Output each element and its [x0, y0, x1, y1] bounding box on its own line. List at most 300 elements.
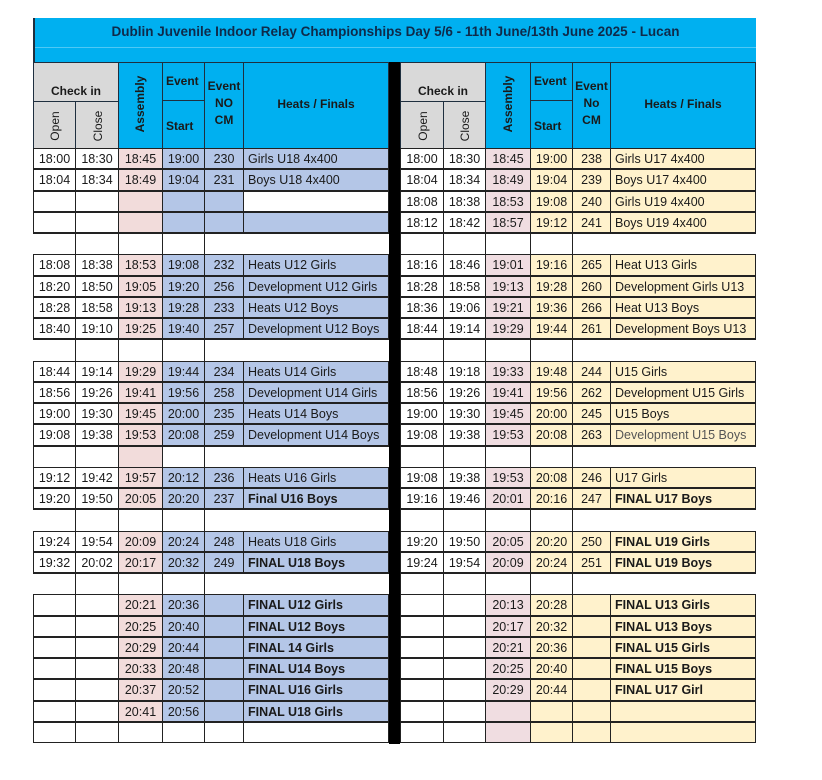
gap-cell	[485, 509, 531, 530]
open-time: 18:36	[400, 297, 444, 318]
event-number: 238	[572, 148, 611, 169]
gap-cell	[400, 233, 444, 254]
gap-cell	[610, 233, 756, 254]
gap-cell	[443, 446, 486, 467]
assembly-time: 20:25	[485, 658, 531, 679]
close-time: 18:42	[443, 212, 486, 233]
open-time: 18:44	[400, 318, 444, 339]
open-time: 19:08	[33, 424, 76, 445]
heats-finals-label: Heats / Finals	[644, 97, 722, 111]
gap-cell	[530, 233, 573, 254]
gap-cell	[485, 339, 531, 360]
event-name: Heat U13 Boys	[610, 297, 756, 318]
close-time	[443, 658, 486, 679]
gap-cell	[118, 339, 163, 360]
assembly-time: 19:53	[118, 424, 163, 445]
check-in-header	[33, 62, 119, 102]
gap-cell	[400, 446, 444, 467]
close-time	[75, 658, 119, 679]
event-name: Girls U18 4x400	[243, 148, 389, 169]
event-number: 241	[572, 212, 611, 233]
event-no-label-3: CM	[582, 113, 601, 127]
check-in-label: Check in	[417, 84, 468, 98]
close-time: 19:26	[443, 382, 486, 403]
event-name: FINAL 14 Girls	[243, 637, 389, 658]
gap-cell	[162, 509, 205, 530]
gap-cell	[204, 339, 244, 360]
event-name: Development U14 Boys	[243, 424, 389, 445]
start-time: 20:08	[162, 424, 205, 445]
open-time: 19:24	[400, 552, 444, 573]
gap-cell	[610, 339, 756, 360]
open-time: 19:20	[400, 531, 444, 552]
gap-cell	[118, 573, 163, 594]
assembly-time: 20:29	[118, 637, 163, 658]
open-time	[33, 658, 76, 679]
assembly-time: 19:57	[118, 467, 163, 488]
assembly-time: 20:33	[118, 658, 163, 679]
start-time: 19:12	[530, 212, 573, 233]
close-time	[443, 637, 486, 658]
event-name: Development Boys U13	[610, 318, 756, 339]
event-name: U15 Girls	[610, 361, 756, 382]
event-name: FINAL U18 Girls	[243, 701, 389, 722]
start-time: 19:00	[162, 148, 205, 169]
event-name: FINAL U13 Boys	[610, 616, 756, 637]
start-header	[530, 100, 573, 149]
event-name: FINAL U19 Boys	[610, 552, 756, 573]
gap-cell	[162, 573, 205, 594]
assembly-time: 19:45	[118, 403, 163, 424]
event-number	[204, 594, 244, 615]
open-time	[400, 658, 444, 679]
open-time: 19:24	[33, 531, 76, 552]
assembly-time: 20:17	[118, 552, 163, 573]
event-name: FINAL U12 Girls	[243, 594, 389, 615]
event-number	[572, 679, 611, 700]
gap-cell	[572, 573, 611, 594]
gap-cell	[243, 233, 389, 254]
event-no-label-1: Event	[575, 79, 608, 93]
gap-cell	[243, 446, 389, 467]
gap-cell	[33, 446, 76, 467]
start-time: 20:20	[162, 488, 205, 509]
assembly-time: 19:29	[118, 361, 163, 382]
gap-cell	[572, 233, 611, 254]
start-time: 20:40	[162, 616, 205, 637]
start-time: 20:32	[530, 616, 573, 637]
event-no-label-2: No	[583, 96, 600, 110]
event-number: 247	[572, 488, 611, 509]
assembly-time: 18:49	[485, 169, 531, 190]
event-label: Event	[534, 74, 567, 88]
gap-cell	[530, 339, 573, 360]
event-name: Heats U12 Boys	[243, 297, 389, 318]
gap-cell	[485, 446, 531, 467]
assembly-time: 19:53	[485, 467, 531, 488]
start-label: Start	[534, 119, 562, 133]
start-time: 20:52	[162, 679, 205, 700]
start-time: 20:56	[162, 701, 205, 722]
event-name: Heats U18 Girls	[243, 531, 389, 552]
close-time: 19:54	[443, 552, 486, 573]
start-time: 19:36	[530, 297, 573, 318]
gap-cell	[204, 573, 244, 594]
start-time: 19:44	[162, 361, 205, 382]
close-time: 19:30	[443, 403, 486, 424]
check-in-header	[400, 62, 486, 102]
open-time: 18:20	[33, 276, 76, 297]
open-time: 18:04	[400, 169, 444, 190]
close-time	[75, 701, 119, 722]
event-no-label-1: Event	[207, 79, 241, 93]
assembly-time: 19:05	[118, 276, 163, 297]
assembly-time: 19:21	[485, 297, 531, 318]
assembly-time: 20:21	[485, 637, 531, 658]
open-time: 19:12	[33, 467, 76, 488]
event-number: 260	[572, 276, 611, 297]
start-time	[162, 212, 205, 233]
start-time: 20:40	[530, 658, 573, 679]
table-divider	[389, 62, 400, 744]
close-time: 19:10	[75, 318, 119, 339]
open-time	[400, 616, 444, 637]
close-time: 19:14	[443, 318, 486, 339]
open-time: 18:08	[400, 191, 444, 212]
start-time: 20:12	[162, 467, 205, 488]
assembly-time: 20:09	[118, 531, 163, 552]
open-time: 18:28	[33, 297, 76, 318]
assembly-time: 20:01	[485, 488, 531, 509]
start-time: 19:04	[530, 169, 573, 190]
event-name: Girls U19 4x400	[610, 191, 756, 212]
close-time	[75, 212, 119, 233]
event-number: 235	[204, 403, 244, 424]
event-number: 231	[204, 169, 244, 190]
event-name: U17 Girls	[610, 467, 756, 488]
event-name	[243, 191, 389, 212]
open-time: 18:00	[33, 148, 76, 169]
gap-cell	[443, 573, 486, 594]
event-name: FINAL U12 Boys	[243, 616, 389, 637]
event-name	[610, 722, 756, 743]
assembly-time: 18:53	[485, 191, 531, 212]
open-time	[33, 637, 76, 658]
open-time: 18:56	[400, 382, 444, 403]
open-time	[400, 679, 444, 700]
gap-cell	[443, 339, 486, 360]
assembly-time: 20:25	[118, 616, 163, 637]
open-time	[33, 616, 76, 637]
assembly-time: 18:45	[485, 148, 531, 169]
assembly-time: 20:13	[485, 594, 531, 615]
event-name: U15 Boys	[610, 403, 756, 424]
gap-cell	[530, 509, 573, 530]
close-time: 18:38	[75, 254, 119, 275]
page-title: Dublin Juvenile Indoor Relay Championships Day 5/6 - 11th June/13th June 2025 - Lucan	[111, 24, 680, 39]
assembly-time: 18:57	[485, 212, 531, 233]
assembly-time: 19:13	[118, 297, 163, 318]
close-time	[75, 616, 119, 637]
start-time: 20:16	[530, 488, 573, 509]
open-time: 18:00	[400, 148, 444, 169]
event-number	[204, 212, 244, 233]
title-divider-line	[35, 47, 756, 48]
close-time: 19:54	[75, 531, 119, 552]
open-label: Open	[416, 111, 430, 141]
assembly-time	[118, 191, 163, 212]
open-time: 19:16	[400, 488, 444, 509]
event-number: 257	[204, 318, 244, 339]
start-time: 19:44	[530, 318, 573, 339]
event-name: FINAL U15 Girls	[610, 637, 756, 658]
event-number: 233	[204, 297, 244, 318]
close-time: 18:34	[75, 169, 119, 190]
event-number: 237	[204, 488, 244, 509]
assembly-time	[118, 212, 163, 233]
event-number: 250	[572, 531, 611, 552]
assembly-time: 19:13	[485, 276, 531, 297]
event-number: 251	[572, 552, 611, 573]
gap-cell	[610, 509, 756, 530]
gap-cell	[75, 573, 119, 594]
close-time	[75, 679, 119, 700]
gap-cell	[572, 509, 611, 530]
event-number: 244	[572, 361, 611, 382]
event-name: FINAL U13 Girls	[610, 594, 756, 615]
event-label: Event	[166, 74, 199, 88]
event-name: Heat U13 Girls	[610, 254, 756, 275]
open-time: 18:48	[400, 361, 444, 382]
assembly-time: 19:53	[485, 424, 531, 445]
gap-cell	[485, 573, 531, 594]
gap-cell	[530, 446, 573, 467]
start-time: 20:24	[530, 552, 573, 573]
assembly-time: 19:45	[485, 403, 531, 424]
gap-cell	[33, 339, 76, 360]
close-time	[443, 616, 486, 637]
event-number	[572, 616, 611, 637]
gap-cell	[204, 509, 244, 530]
event-number: 248	[204, 531, 244, 552]
event-name: Girls U17 4x400	[610, 148, 756, 169]
gap-cell	[443, 233, 486, 254]
assembly-time: 20:21	[118, 594, 163, 615]
gap-cell	[400, 509, 444, 530]
event-name: Development U12 Boys	[243, 318, 389, 339]
assembly-time: 20:37	[118, 679, 163, 700]
gap-cell	[118, 446, 163, 467]
start-time: 19:04	[162, 169, 205, 190]
event-name: Development U12 Girls	[243, 276, 389, 297]
event-number: 240	[572, 191, 611, 212]
open-time	[33, 679, 76, 700]
start-time: 19:56	[162, 382, 205, 403]
gap-cell	[75, 233, 119, 254]
open-time: 18:40	[33, 318, 76, 339]
event-number: 265	[572, 254, 611, 275]
event-number: 266	[572, 297, 611, 318]
close-label: Close	[458, 110, 472, 142]
event-no-header	[572, 62, 611, 149]
assembly-time	[485, 722, 531, 743]
event-header	[530, 62, 573, 101]
event-number: 246	[572, 467, 611, 488]
open-time	[33, 594, 76, 615]
close-time: 19:14	[75, 361, 119, 382]
open-time	[33, 212, 76, 233]
start-time: 19:20	[162, 276, 205, 297]
open-header	[33, 101, 76, 149]
event-number	[204, 679, 244, 700]
event-name: Development U15 Girls	[610, 382, 756, 403]
start-time: 19:08	[162, 254, 205, 275]
start-header	[162, 100, 205, 149]
gap-cell	[243, 339, 389, 360]
event-name: FINAL U17 Boys	[610, 488, 756, 509]
assembly-label: Assembly	[501, 75, 515, 133]
title-band	[33, 18, 756, 62]
event-number: 261	[572, 318, 611, 339]
open-header	[400, 101, 444, 149]
gap-cell	[400, 339, 444, 360]
close-label: Close	[91, 110, 105, 142]
open-time: 19:08	[400, 424, 444, 445]
heats-finals-header	[243, 62, 389, 149]
open-time: 19:32	[33, 552, 76, 573]
event-number: 258	[204, 382, 244, 403]
event-number: 249	[204, 552, 244, 573]
open-time	[400, 594, 444, 615]
event-number: 259	[204, 424, 244, 445]
start-time	[530, 701, 573, 722]
event-number	[572, 722, 611, 743]
event-name: Heats U14 Boys	[243, 403, 389, 424]
close-time: 19:38	[75, 424, 119, 445]
close-time: 19:38	[443, 424, 486, 445]
open-time	[400, 637, 444, 658]
close-time: 19:06	[443, 297, 486, 318]
event-number: 230	[204, 148, 244, 169]
event-name: FINAL U17 Girl	[610, 679, 756, 700]
open-time: 19:08	[400, 467, 444, 488]
start-time: 19:00	[530, 148, 573, 169]
close-time: 19:30	[75, 403, 119, 424]
start-time: 20:20	[530, 531, 573, 552]
close-time: 18:58	[75, 297, 119, 318]
close-time: 18:50	[75, 276, 119, 297]
event-number: 239	[572, 169, 611, 190]
event-name: FINAL U18 Boys	[243, 552, 389, 573]
close-time: 18:34	[443, 169, 486, 190]
close-time: 20:02	[75, 552, 119, 573]
gap-cell	[75, 446, 119, 467]
event-name: Boys U19 4x400	[610, 212, 756, 233]
assembly-time: 20:09	[485, 552, 531, 573]
start-time: 19:08	[530, 191, 573, 212]
open-time	[400, 722, 444, 743]
assembly-time: 19:41	[485, 382, 531, 403]
close-time	[443, 701, 486, 722]
event-number: 256	[204, 276, 244, 297]
assembly-time: 20:05	[485, 531, 531, 552]
open-time	[400, 701, 444, 722]
start-time: 19:16	[530, 254, 573, 275]
open-time: 18:16	[400, 254, 444, 275]
close-header	[443, 101, 486, 149]
close-time	[443, 594, 486, 615]
close-time: 19:38	[443, 467, 486, 488]
close-header	[75, 101, 119, 149]
event-number: 263	[572, 424, 611, 445]
close-time: 18:30	[75, 148, 119, 169]
gap-cell	[162, 722, 205, 743]
gap-cell	[118, 233, 163, 254]
event-name: Boys U17 4x400	[610, 169, 756, 190]
gap-cell	[33, 722, 76, 743]
start-time: 19:56	[530, 382, 573, 403]
assembly-time: 19:33	[485, 361, 531, 382]
gap-cell	[485, 233, 531, 254]
open-time: 19:00	[400, 403, 444, 424]
event-number: 236	[204, 467, 244, 488]
event-no-label-2: NO	[215, 96, 233, 110]
event-name: Development U14 Girls	[243, 382, 389, 403]
start-time: 20:36	[530, 637, 573, 658]
start-time: 19:28	[530, 276, 573, 297]
open-time: 19:00	[33, 403, 76, 424]
assembly-header	[118, 62, 163, 149]
event-header	[162, 62, 205, 101]
event-name: Heats U16 Girls	[243, 467, 389, 488]
heats-finals-header	[610, 62, 756, 149]
close-time	[75, 594, 119, 615]
event-name: Heats U12 Girls	[243, 254, 389, 275]
close-time	[75, 637, 119, 658]
gap-cell	[75, 509, 119, 530]
event-number: 232	[204, 254, 244, 275]
event-name: FINAL U19 Girls	[610, 531, 756, 552]
event-name	[610, 701, 756, 722]
gap-cell	[162, 233, 205, 254]
gap-cell	[243, 722, 389, 743]
assembly-time: 20:17	[485, 616, 531, 637]
event-name: FINAL U15 Boys	[610, 658, 756, 679]
start-time: 20:36	[162, 594, 205, 615]
open-time: 19:20	[33, 488, 76, 509]
close-time	[443, 679, 486, 700]
close-time: 19:42	[75, 467, 119, 488]
event-no-header	[204, 62, 244, 149]
event-number: 262	[572, 382, 611, 403]
event-name: Boys U18 4x400	[243, 169, 389, 190]
start-time: 20:08	[530, 424, 573, 445]
gap-cell	[118, 722, 163, 743]
gap-cell	[162, 446, 205, 467]
event-name: FINAL U14 Boys	[243, 658, 389, 679]
event-number	[572, 594, 611, 615]
gap-cell	[610, 573, 756, 594]
gap-cell	[162, 339, 205, 360]
event-number	[204, 701, 244, 722]
close-time: 19:50	[443, 531, 486, 552]
open-time	[33, 191, 76, 212]
event-name: FINAL U16 Girls	[243, 679, 389, 700]
gap-cell	[33, 509, 76, 530]
event-number: 245	[572, 403, 611, 424]
close-time	[75, 191, 119, 212]
event-number	[204, 191, 244, 212]
